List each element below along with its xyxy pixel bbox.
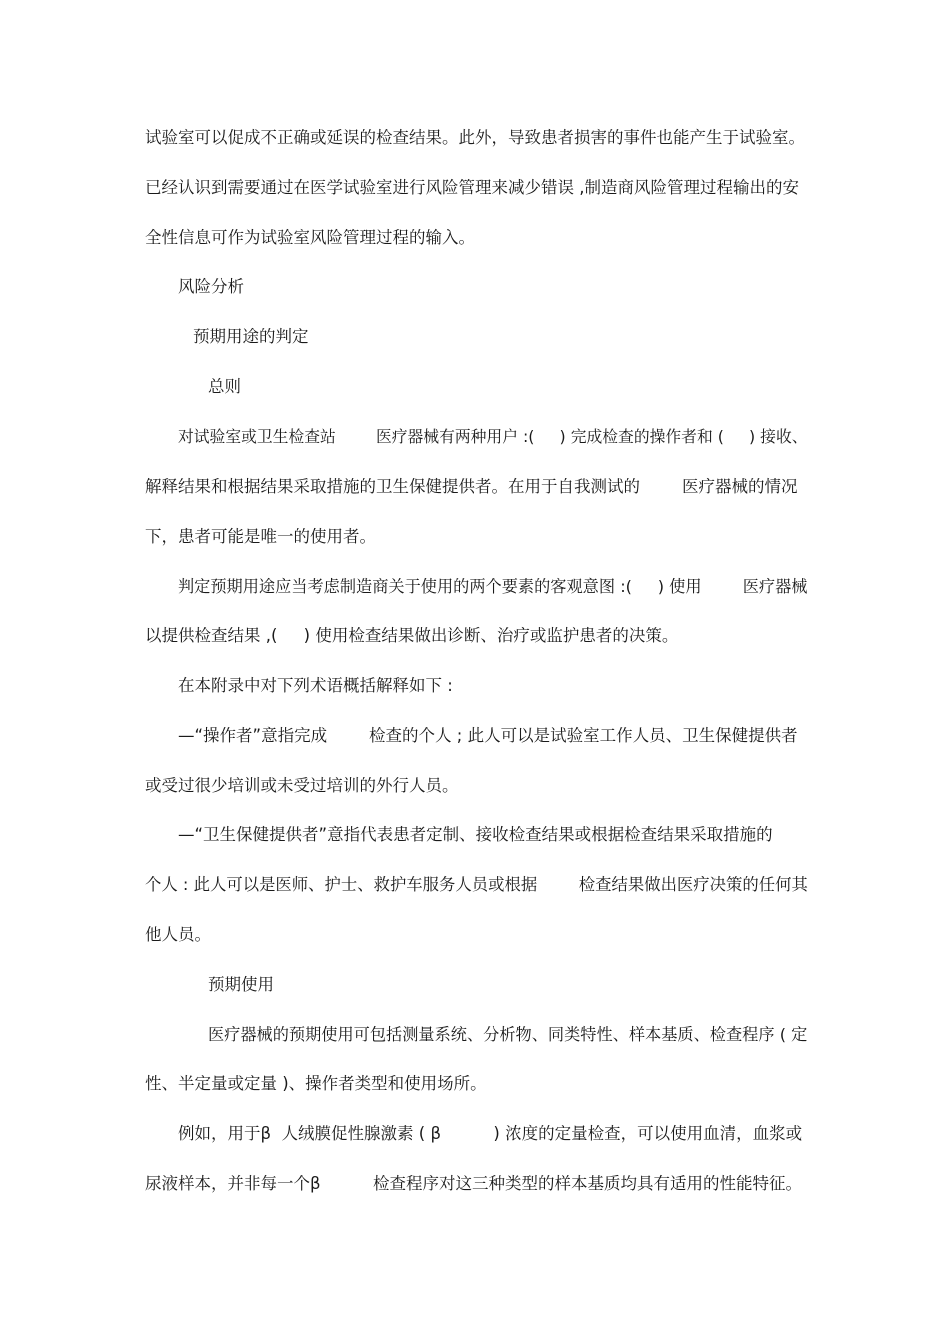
text: 医疗器械的预期使用可包括测量系统、分析物、同类特性、样本基质、检查程序 ( 定 — [208, 1025, 808, 1044]
paragraph-line-8 — [0, 472, 950, 502]
text: 例如，用于β 人绒膜促性腺激素 ( β ) 浓度的定量检查，可以使用血清，血浆或 — [178, 1124, 803, 1143]
text: 试验室可以促成不正确或延误的检查结果。此外，导致患者损害的事件也能产生于试验室。 — [145, 128, 805, 147]
paragraph-line-1 — [0, 123, 950, 153]
text: —“卫生保健提供者”意指代表患者定制、接收检查结果或根据检查结果采取措施的 — [178, 825, 773, 844]
paragraph-line-7 — [0, 422, 950, 452]
paragraph-line-19 — [0, 1020, 950, 1050]
subsection-heading-general — [0, 372, 950, 402]
paragraph-line-15 — [0, 820, 950, 850]
paragraph-line-14 — [0, 771, 950, 801]
text: 风险分析 — [178, 277, 244, 296]
text: 性、半定量或定量 )、操作者类型和使用场所。 — [145, 1074, 487, 1093]
text: 个人 : 此人可以是医师、护士、救护车服务人员或根据 检查结果做出医疗决策的任何其 — [145, 875, 808, 894]
paragraph-line-21 — [0, 1119, 950, 1149]
paragraph-line-17 — [0, 920, 950, 950]
text: 他人员。 — [145, 925, 211, 944]
paragraph-line-20 — [0, 1069, 950, 1099]
paragraph-line-3 — [0, 223, 950, 253]
text: 对试验室或卫生检查站 医疗器械有两种用户 :( ) 完成检查的操作者和 ( ) 接收、 — [178, 427, 808, 446]
subsection-heading-intended-use — [0, 322, 950, 352]
paragraph-line-16 — [0, 870, 950, 900]
subsection-heading-intended-usage — [0, 970, 950, 1000]
text: 已经认识到需要通过在医学试验室进行风险管理来减少错误 ,制造商风险管理过程输出的安 — [145, 178, 799, 197]
section-heading-risk-analysis — [0, 272, 950, 302]
paragraph-line-22 — [0, 1169, 950, 1199]
text: 预期用途的判定 — [193, 327, 309, 346]
text: 在本附录中对下列术语概括解释如下 : — [178, 676, 453, 695]
text: 全性信息可作为试验室风险管理过程的输入。 — [145, 228, 475, 247]
text: 总则 — [208, 377, 241, 396]
text: 尿液样本，并非每一个β 检查程序对这三种类型的样本基质均具有适用的性能特征。 — [145, 1174, 802, 1193]
paragraph-line-11 — [0, 621, 950, 651]
paragraph-line-12 — [0, 671, 950, 701]
text: —“操作者”意指完成 检查的个人 ; 此人可以是试验室工作人员、卫生保健提供者 — [178, 726, 798, 745]
paragraph-line-9 — [0, 522, 950, 552]
text: 预期使用 — [208, 975, 274, 994]
text: 或受过很少培训或未受过培训的外行人员。 — [145, 776, 459, 795]
paragraph-line-2 — [0, 173, 950, 203]
text: 判定预期用途应当考虑制造商关于使用的两个要素的客观意图 :( ) 使用 医疗器械 — [178, 577, 808, 596]
paragraph-line-10 — [0, 572, 950, 602]
text: 解释结果和根据结果采取措施的卫生保健提供者。在用于自我测试的 医疗器械的情况 — [145, 477, 798, 496]
text: 以提供检查结果 ,( ) 使用检查结果做出诊断、治疗或监护患者的决策。 — [145, 626, 679, 645]
paragraph-line-13 — [0, 721, 950, 751]
text: 下，患者可能是唯一的使用者。 — [145, 527, 376, 546]
